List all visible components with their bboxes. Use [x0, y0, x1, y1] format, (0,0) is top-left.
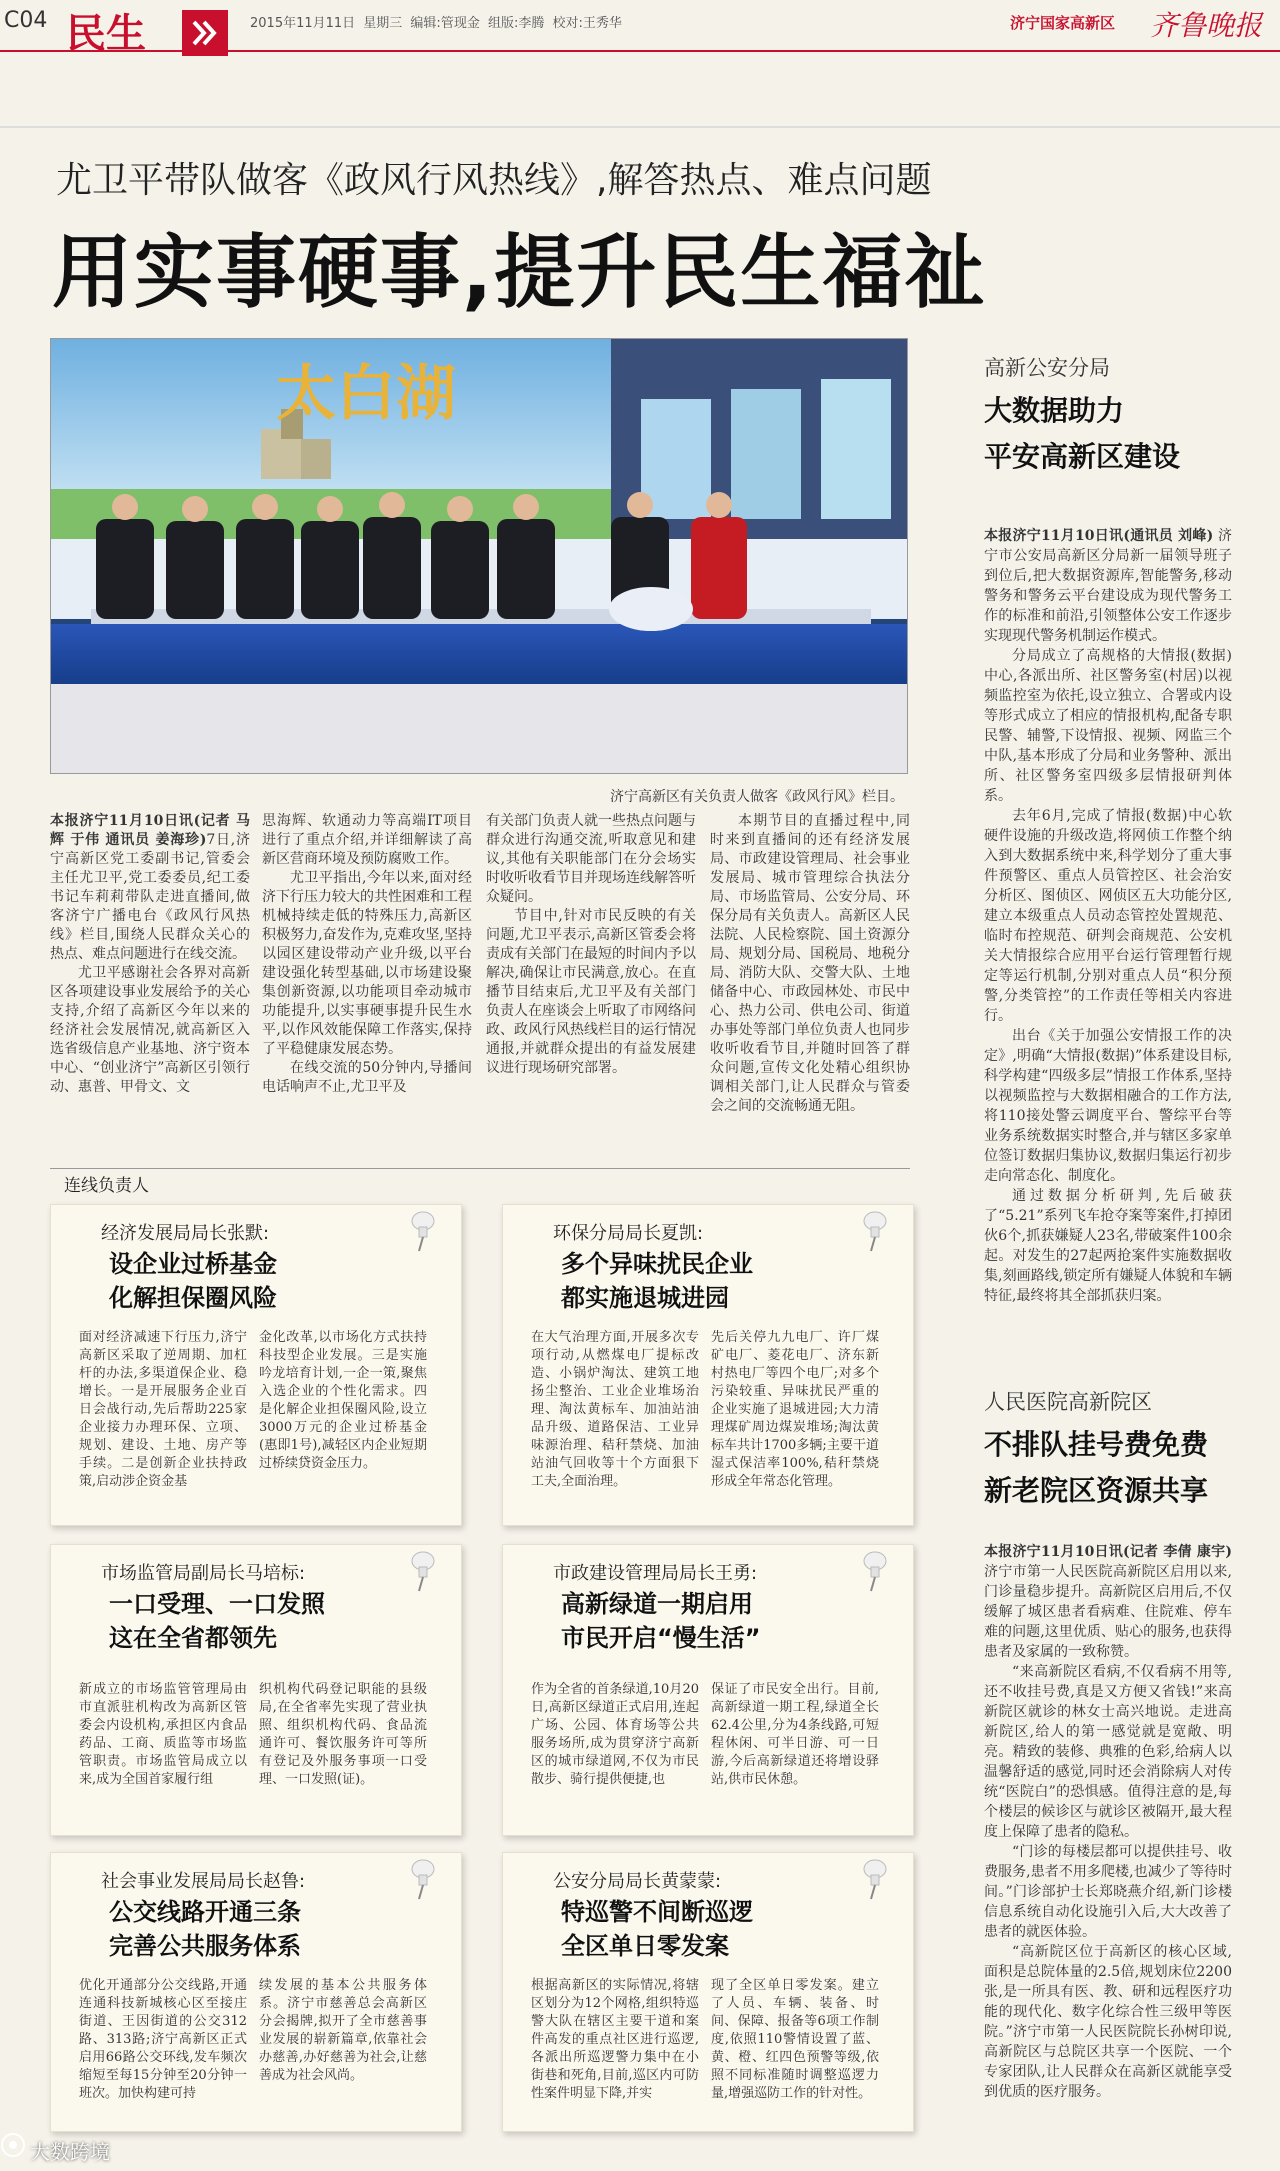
sidebar-title — [984, 1422, 1208, 1514]
box-text-left: 根据高新区的实际情况,将辖区划分为12个网格,组织特巡警大队在辖区主要干道和案件高发的重点社区进行巡逻,各派出所巡逻警力集中在小街巷和死角,目前,巡区内可防性案件明显下降,并实 — [531, 1978, 699, 2101]
box-text-right: 先后关停九九电厂、许厂煤矿电厂、菱花电厂、济东新村热电厂等四个电厂;对多个污染较重、异味扰民严重的企业实施了退城进园;大力清理煤矿周边煤炭堆场;淘汰黄标车共计1700多辆;主要干道湿式保洁率100%,秸秆禁烧形成全年常态化管理。 — [711, 1330, 879, 1489]
official-box — [502, 1852, 914, 2132]
box-text-right: 保证了市民安全出行。目前,高新绿道一期工程,绿道全长62.4公里,分为4条线路,可短程休闲、可半日游、可一日游,今后高新绿道还将增设驿站,供市民休憩。 — [711, 1682, 879, 1787]
box-title — [109, 1587, 325, 1655]
pushpin-icon — [407, 1211, 439, 1253]
pushpin-icon — [407, 1859, 439, 1901]
page-number: C04 — [4, 8, 48, 33]
box-title — [561, 1587, 761, 1655]
sidebar-title-line: 不排队挂号费免费 — [984, 1428, 1209, 1461]
watermark-icon — [0, 2132, 26, 2158]
box-title-line: 都实施退城进园 — [561, 1284, 729, 1312]
box-text-left: 在大气治理方面,开展多次专项行动,从燃煤电厂提标改造、小锅炉淘汰、建筑工地扬尘整治、工业企业堆场治理、淘汰黄标车、加油站油品升级、道路保洁、工业异味源治理、秸秆禁烧、加油站油气回收等十个方面狠下工夫,全面治理。 — [531, 1330, 699, 1489]
box-text-left: 作为全省的首条绿道,10月20日,高新区绿道正式启用,连起广场、公园、体育场等公共服务场所,成为贯穿济宁高新区的城市绿道网,不仅为市民散步、骑行提供便捷,也 — [531, 1682, 699, 1787]
paragraph: 本期节目的直播过程中,同时来到直播间的还有经济发展局、市政建设管理局、社会事业发展局、城市管理综合执法分局、市场监管局、公安分局、环保分局有关负责人。高新区人民法院、人民检察院、国土资源分局、规划分局、国税局、地税分局、消防大队、交警大队、土地储备中心、市政园林处、市民中心、热力公司、供电公司、街道办事处等部门单位负责人也同步收听收看节目,并随时回答了群众问题,宣传文化处精心组织协调相关部门,让人民群众与管委会之间的交流畅通无阻。 — [710, 813, 910, 1114]
paragraph: “门诊的每楼层都可以提供挂号、收费服务,患者不用多爬楼,也减少了等待时间。”门诊部护士长郑晓燕介绍,新门诊楼信息系统自动化设施引入后,大大改善了患者的就医体验。 — [984, 1844, 1232, 1940]
paragraph: 7日,济宁高新区党工委副书记,管委会主任尤卫平,党工委委员,纪工委书记车莉莉带队走进直播间,做客济宁广播电台《政风行风热线》栏目,围绕人民群众关心的热点、难点问题进行在线交流。 — [50, 832, 250, 962]
double-chevron-icon — [182, 10, 228, 56]
box-title-line: 完善公共服务体系 — [109, 1932, 301, 1960]
official-name: 市政建设管理局局长王勇: — [553, 1563, 758, 1584]
box-title — [109, 1895, 301, 1963]
pushpin-icon — [859, 1551, 891, 1593]
studio-photo — [50, 338, 908, 774]
official-box — [50, 1204, 462, 1526]
paragraph: 济宁市第一人民医院高新院区启用以来,门诊量稳步提升。高新院区启用后,不仅缓解了城区患者看病难、住院难、停车难的问题,这里优质、贴心的服务,也获得患者及家属的一致称赞。 — [984, 1564, 1232, 1660]
paragraph: “来高新院区看病,不仅看病不用等,还不收挂号费,真是又方便又省钱!”来高新院区就诊的林女士高兴地说。走进高新院区,给人的第一感觉就是宽敞、明亮。精致的装修、典雅的色彩,给病人以温馨舒适的感觉,同时还会消除病人对传统“医院白”的恐惧感。值得注意的是,每个楼层的候诊区与就诊区被隔开,最大程度上保障了患者的隐私。 — [984, 1664, 1232, 1840]
paragraph: 出台《关于加强公安情报工作的决定》,明确“大情报(数据)”体系建设目标,科学构建“四级多层”情报工作体系,坚持以视频监控与大数据相融合的工作方法,将110接处警云调度平台、警综平台等业务系统数据实时整合,并与辖区多家单位签订数据归集协议,数据归集运行初步走向常态化、制度化。 — [984, 1028, 1232, 1184]
box-title-line: 市民开启“慢生活” — [561, 1624, 761, 1652]
article-dateline: 本报济宁11月10日讯(通讯员 刘峰) — [984, 528, 1214, 544]
section-title: 民生 — [66, 11, 146, 57]
box-text-left: 新成立的市场监管管理局由市直派驻机构改为高新区管委会内设机构,承担区内食品药品、工商、质监等市场监管职责。市场监管局成立以来,成为全国首家履行组 — [79, 1682, 247, 1787]
official-box — [50, 1544, 462, 1836]
article-dateline: 本报济宁11月10日讯(记者 马辉 于伟 通讯员 姜海珍) — [50, 813, 250, 848]
sidebar-kicker: 人民医院高新院区 — [984, 1390, 1152, 1414]
box-text-right: 金化改革,以市场化方式扶持科技型企业发展。三是实施吟龙培育计划,一企一策,聚焦入选企业的个性化需求。四是化解企业担保圈风险,设立3000万元的企业过桥基金(惠即1号),减轻区内企业短期过桥续贷资金压力。 — [259, 1330, 427, 1471]
photo-sign-text: 太白湖 — [276, 359, 456, 429]
official-box — [50, 1852, 462, 2132]
pushpin-icon — [859, 1859, 891, 1901]
official-box — [502, 1204, 914, 1526]
zone-label: 济宁国家高新区 — [1010, 14, 1116, 32]
box-text-left: 面对经济减速下行压力,济宁高新区采取了逆周期、加杠杆的办法,多渠道保企业、稳增长。一是开展服务企业百日会战行动,先后帮助225家企业接力办理环保、立项、规划、建设、土地、房产等手续。二是创新企业扶持政策,启动涉企资金基 — [79, 1330, 247, 1489]
paragraph: 通过数据分析研判,先后破获了“5.21”系列飞车抢夺案等案件,打掉团伙6个,抓获嫌疑人23名,带破案件100余起。对发生的27起两抢案件实施数据收集,刻画路线,锁定所有嫌疑人体貌和车辆特征,最终将其全部抓获归案。 — [984, 1188, 1232, 1304]
newspaper-logo: 齐鲁晚报 — [1150, 9, 1263, 42]
pushpin-icon — [859, 1211, 891, 1253]
divider — [0, 126, 1280, 128]
sidebar-kicker: 高新公安分局 — [984, 356, 1110, 380]
box-title-line: 高新绿道一期启用 — [561, 1590, 753, 1618]
box-text-right: 续发展的基本公共服务体系。济宁市慈善总会高新区分会揭牌,拟开了全市慈善事业发展的崭新篇章,依靠社会办慈善,办好慈善为社会,让慈善成为社会风尚。 — [259, 1978, 427, 2083]
paragraph: 去年6月,完成了情报(数据)中心软硬件设施的升级改造,将网侦工作整个纳入到大数据系统中来,科学划分了重大事件预警区、重点人员管控区、社会治安分析区、图侦区、网侦区五大功能分区,建立本级重点人员动态管控处置规范、临时布控规范、研判会商规范、公安机关大情报综合应用平台运行管理暂行规定等运行机制,分别对重点人员“积分预警,分类管控”的工作责任等相关内容进行。 — [984, 808, 1232, 1024]
article-dateline: 本报济宁11月10日讯(记者 李倩 康宇) — [984, 1544, 1232, 1560]
box-title-line: 这在全省都领先 — [109, 1624, 277, 1652]
article-column-2 — [262, 812, 472, 1097]
official-name: 社会事业发展局局长赵鲁: — [101, 1871, 306, 1892]
paragraph: 在线交流的50分钟内,导播间电话响声不止,尤卫平及 — [262, 1060, 472, 1095]
sidebar-article-1 — [984, 526, 1232, 1306]
paragraph: 思海辉、软通动力等高端IT项目进行了重点介绍,并详细解读了高新区营商环境及预防腐败工作。 — [262, 813, 472, 867]
paragraph: 有关部门负责人就一些热点问题与群众进行沟通交流,听取意见和建议,其他有关职能部门在分会场实时收听收看节目并现场连线解答听众疑问。 — [486, 813, 696, 905]
article-kicker: 尤卫平带队做客《政风行风热线》,解答热点、难点问题 — [56, 160, 932, 201]
connect-section-label — [50, 1168, 910, 1196]
box-title-line: 公交线路开通三条 — [109, 1898, 301, 1926]
article-column-3 — [486, 812, 696, 1078]
sidebar-title — [984, 388, 1180, 480]
box-title-line: 多个异味扰民企业 — [561, 1250, 753, 1278]
paragraph: 济宁市公安局高新区分局新一届领导班子到位后,把大数据资源库,智能警务,移动警务和警务云平台建设成为现代警务工作的标准和前沿,引领整体公安工作逐步实现现代警务机制运作模式。 — [984, 528, 1232, 644]
box-title — [561, 1895, 753, 1963]
sidebar-article-2 — [984, 1542, 1232, 2102]
box-title-line: 特巡警不间断巡逻 — [561, 1898, 753, 1926]
box-title-line: 化解担保圈风险 — [109, 1284, 277, 1312]
article-headline: 用实事硬事,提升民生福祉 — [52, 226, 987, 319]
box-text-left: 优化开通部分公交线路,开通连通科技新城核心区至接庄街道、王因街道的公交312路、313路;济宁高新区正式启用66路公交环线,发车频次缩短至每15分钟至20分钟一班次。加快构建可持 — [79, 1978, 247, 2101]
watermark: 大数跨境 — [30, 2140, 110, 2164]
sidebar-title-line: 新老院区资源共享 — [984, 1474, 1209, 1507]
official-box — [502, 1544, 914, 1836]
paragraph: 分局成立了高规格的大情报(数据)中心,各派出所、社区警务室(村居)以视频监控室为依托,设立独立、合署或内设等形式成立了相应的情报机构,配备专职民警、辅警,下设情报、视频、网监三个中队,基本形成了分局和业务警种、派出所、社区警务室四级多层情报研判体系。 — [984, 648, 1232, 804]
box-text-right: 织机构代码登记职能的县级局,在全省率先实现了营业执照、组织机构代码、食品流通许可、餐饮服务许可等所有登记及外服务事项一口受理、一口发照(证)。 — [259, 1682, 427, 1787]
box-title-line: 全区单日零发案 — [561, 1932, 729, 1960]
paragraph: “高新院区位于高新区的核心区域,面积是总院体量的2.5倍,规划床位2200张,是一所具有医、教、研和远程医疗功能的现代化、数字化综合性三级甲等医院。”济宁市第一人民医院院长孙树印说,高新院区与总院区共享一个医院、一个专家团队,让人民群众在高新区就能享受到优质的医疗服务。 — [984, 1944, 1232, 2100]
official-name: 公安分局局长黄蒙蒙: — [553, 1871, 722, 1892]
connect-label-text: 连线负责人 — [64, 1176, 149, 1196]
official-name: 市场监管局副局长马培标: — [101, 1563, 306, 1584]
box-title-line: 设企业过桥基金 — [109, 1250, 277, 1278]
paragraph: 尤卫平指出,今年以来,面对经济下行压力较大的共性困难和工程机械持续走低的特殊压力,高新区积极努力,奋发作为,克难攻坚,坚持以园区建设带动产业升级,以平台建设强化转型基础,以市场建设聚集创新资源,以功能项目牵动城市功能提升,以实事硬事提升民生水平,以作风效能保障工作落实,保持了平稳健康发展态势。 — [262, 870, 472, 1057]
paragraph: 节目中,针对市民反映的有关问题,尤卫平表示,高新区管委会将责成有关部门在最短的时间内予以解决,确保让市民满意,放心。在直播节目结束后,尤卫平及有关部门负责人在座谈会上听取了市网络问政、政风行风热线栏目的运行情况通报,并就群众提出的有益发展建议进行现场研究部署。 — [486, 908, 696, 1076]
box-title — [109, 1247, 277, 1315]
box-title — [561, 1247, 753, 1315]
date-line: 2015年11月11日 星期三 编辑:管现金 组版:李腾 校对:王秀华 — [250, 16, 622, 31]
box-text-right: 现了全区单日零发案。建立了人员、车辆、装备、时间、保障、报备等6项工作制度,依照110警情设置了蓝、黄、橙、红四色预警等级,依照不同标准随时调整巡逻力量,增强巡防工作的针对性。 — [711, 1978, 879, 2101]
official-name: 经济发展局局长张默: — [101, 1223, 270, 1244]
article-column-1 — [50, 812, 250, 1097]
paragraph: 尤卫平感谢社会各界对高新区各项建设事业发展给予的关心支持,介绍了高新区今年以来的经济社会发展情况,就高新区入选省级信息产业基地、济宁资本中心、“创业济宁”高新区引领行动、惠普、甲骨文、文 — [50, 965, 250, 1095]
photo-caption: 济宁高新区有关负责人做客《政风行风》栏目。 — [610, 789, 904, 805]
official-name: 环保分局局长夏凯: — [553, 1223, 704, 1244]
article-column-4 — [710, 812, 910, 1116]
pushpin-icon — [407, 1551, 439, 1593]
sidebar-title-line: 大数据助力 — [984, 394, 1125, 427]
sidebar-title-line: 平安高新区建设 — [984, 440, 1181, 473]
box-title-line: 一口受理、一口发照 — [109, 1590, 325, 1618]
